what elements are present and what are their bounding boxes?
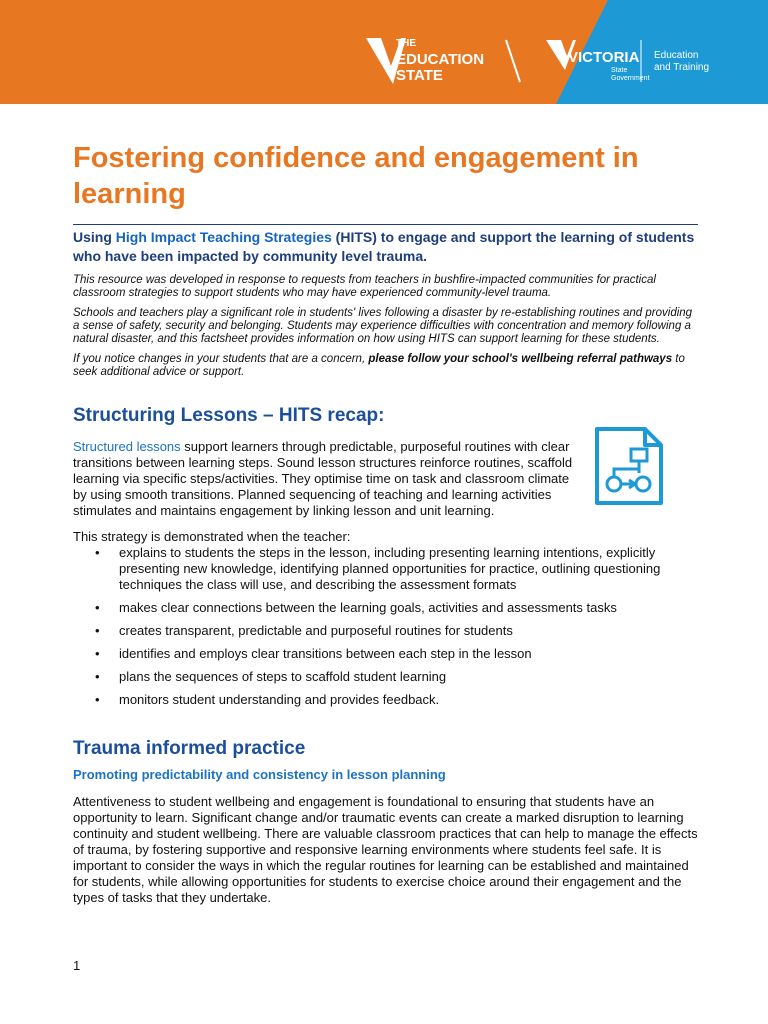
trauma-paragraph: Attentiveness to student wellbeing and engagement is foundational to ensuring that students have an opportunity to learn. Significant change and/or traumatic events can create a marked disruption to learning continuity and student wellbeing. There are valuable classroom practices that can help to manage the effects of trauma, by fostering supportive and responsive learning environments where students feel safe. It is important to consider the ways in which the regular routines for learning can be established and maintained for students, while allowing opportunities for students to exercise choice around their engagement and the types of tasks that they undertake. — [73, 794, 698, 905]
intro-part-2: (HITS) to engage and support the learning of students who have been impacted by community level trauma. — [73, 229, 695, 264]
intro-statement — [73, 228, 698, 266]
teacher-behaviours-list — [73, 545, 698, 708]
banner-graphic — [0, 0, 768, 104]
logo-victoria: VICTORIA — [568, 49, 640, 66]
structuring-heading: Structuring Lessons – HITS recap: — [73, 405, 385, 426]
header-banner — [0, 0, 768, 104]
paragraph-schools: Schools and teachers play a significant role in students' lives following a disaster by re-establishing routines and providing a sense of safety, security and belonging. Students may experience difficulties with concentration and memory following a natural disaster, and this factsheet provides information on how using HITS can support learning for these students. — [73, 307, 693, 345]
dept-name-2: and Training — [654, 62, 710, 73]
intro-part-1: Using — [73, 229, 116, 245]
referral-text-1: If you notice changes in your students that are a concern, — [73, 353, 369, 365]
list-item: • creates transparent, predictable and purposeful routines for students — [73, 623, 698, 639]
page-title: Fostering confidence and engagement in learning — [73, 142, 639, 210]
structuring-section — [73, 439, 698, 519]
referral-bold: please follow your school's wellbeing referral pathways — [368, 353, 673, 365]
logo-education: EDUCATION — [396, 51, 485, 68]
title-divider — [73, 224, 698, 225]
dept-name-1: Education — [654, 50, 699, 61]
list-item: • monitors student understanding and provides feedback. — [73, 692, 698, 708]
structured-lessons-term: Structured lessons — [73, 439, 181, 454]
list-item: • identifies and employs clear transitions between each step in the lesson — [73, 646, 698, 662]
logo-state-government-2: Government — [611, 75, 650, 82]
list-item: • makes clear connections between the learning goals, activities and assessments tasks — [73, 600, 698, 616]
document-body — [73, 140, 698, 906]
list-item: • plans the sequences of steps to scaffold student learning — [73, 669, 698, 685]
logo-state: STATE — [396, 67, 443, 84]
trauma-subheading: Promoting predictability and consistency in lesson planning — [73, 767, 446, 782]
paragraph-referral — [73, 353, 698, 379]
logo-state-government-1: State — [611, 67, 628, 74]
referral-text-2: to seek additional advice or support. — [73, 353, 685, 378]
demonstrated-lead: This strategy is demonstrated when the teacher: — [73, 529, 351, 544]
paragraph-resource: This resource was developed in response to requests from teachers in bushfire-impacted communities for practical classroom strategies to support students who may have experienced community-level trauma. — [73, 274, 656, 299]
structuring-paragraph — [73, 439, 578, 519]
list-item: • explains to students the steps in the lesson, including presenting learning intentions, explicitly presenting new knowledge, identifying planned opportunities for practice, outlining questioning techniques the class will use, and describing the assessment formats — [73, 545, 698, 593]
page-number: 1 — [73, 958, 81, 973]
flowchart-document-icon — [593, 423, 668, 509]
structuring-text: support learners through predictable, purposeful routines with clear transitions between learning steps. Sound lesson structures reinforce routines, scaffold learning via specific steps/activities. They optimise time on task and classroom climate by using smooth transitions. Planned sequencing of teaching and learning activities stimulates and maintains engagement by linking lesson and unit learning. — [73, 439, 573, 518]
intro-hits-highlight: High Impact Teaching Strategies — [115, 229, 332, 245]
trauma-heading: Trauma informed practice — [73, 738, 306, 759]
logo-the: THE — [396, 38, 416, 49]
